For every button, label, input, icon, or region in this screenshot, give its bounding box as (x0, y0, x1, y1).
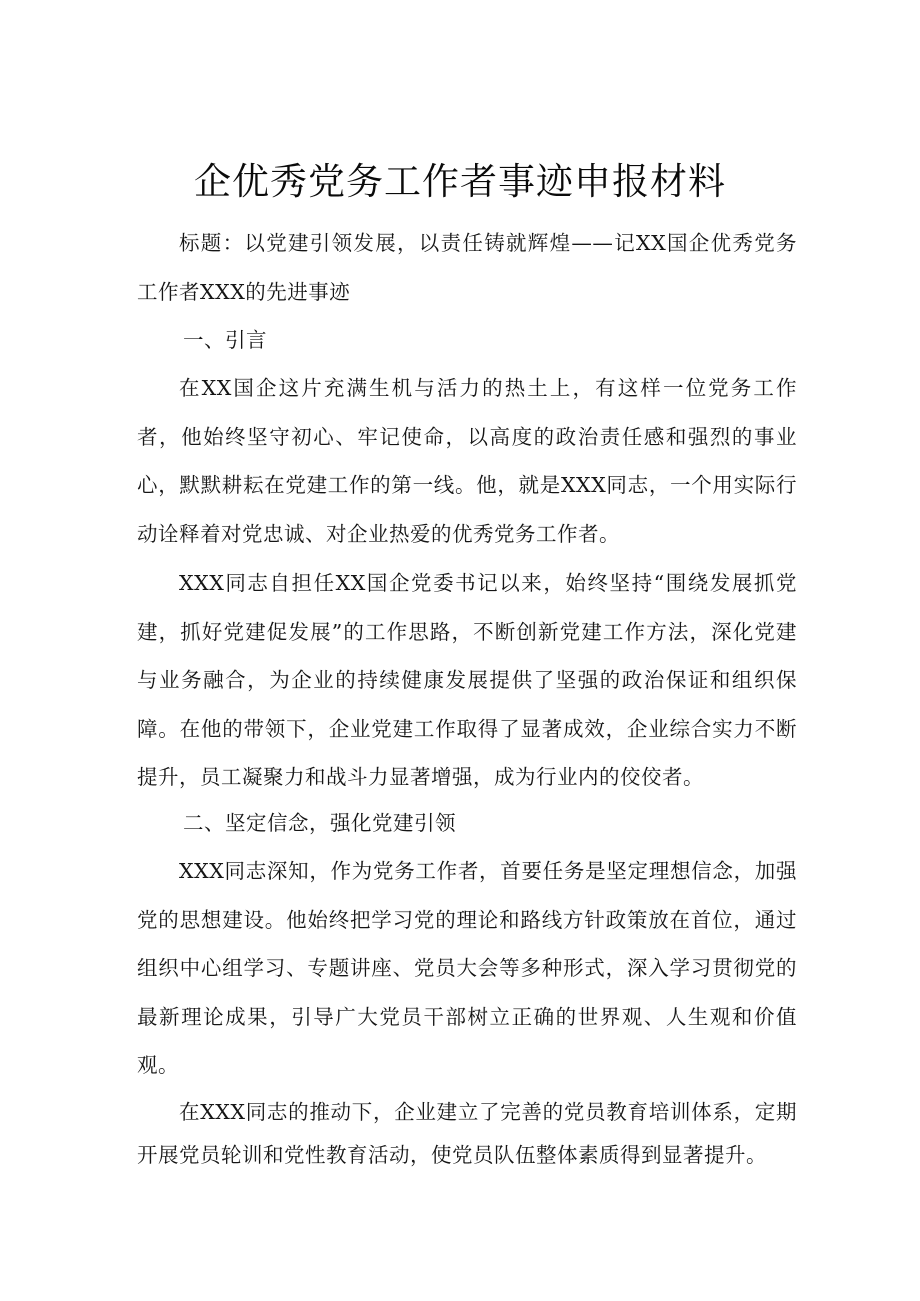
section-heading-faith: 二、坚定信念，强化党建引领 (183, 811, 456, 835)
subtitle-paragraph: 标题：以党建引领发展，以责任铸就辉煌——记XX国企优秀党务工作者XXX的先进事迹 (137, 231, 797, 304)
paragraph-training: 在XXX同志的推动下，企业建立了完善的党员教育培训体系，定期开展党员轮训和党性教育活动，使党员队伍整体素质得到显著提升。 (137, 1100, 797, 1167)
paragraph-faith: XXX同志深知，作为党务工作者，首要任务是坚定理想信念，加强党的思想建设。他始终把学习党的理论和路线方针政策放在首位，通过组织中心组学习、专题讲座、党员大会等多种形式，深入学习贯彻党的最新理论成果，引导广大党员干部树立正确的世界观、人生观和价值观。 (137, 859, 797, 1077)
paragraph-party-secretary: XXX同志自担任XX国企党委书记以来，始终坚持“围绕发展抓党建，抓好党建促发展”的工作思路，不断创新党建工作方法，深化党建与业务融合，为企业的持续健康发展提供了坚强的政治保证和组织保障。在他的带领下，企业党建工作取得了显著成效，企业综合实力不断提升，员工凝聚力和战斗力显著增强，成为行业内的佼佼者。 (137, 571, 797, 789)
section-heading-introduction: 一、引言 (183, 328, 267, 352)
document-title: 企优秀党务工作者事迹申报材料 (194, 160, 726, 203)
paragraph-introduction: 在XX国企这片充满生机与活力的热土上，有这样一位党务工作者，他始终坚守初心、牢记使命，以高度的政治责任感和强烈的事业心，默默耕耘在党建工作的第一线。他，就是XXX同志，一个用实际行动诠释着对党忠诚、对企业热爱的优秀党务工作者。 (137, 376, 797, 546)
